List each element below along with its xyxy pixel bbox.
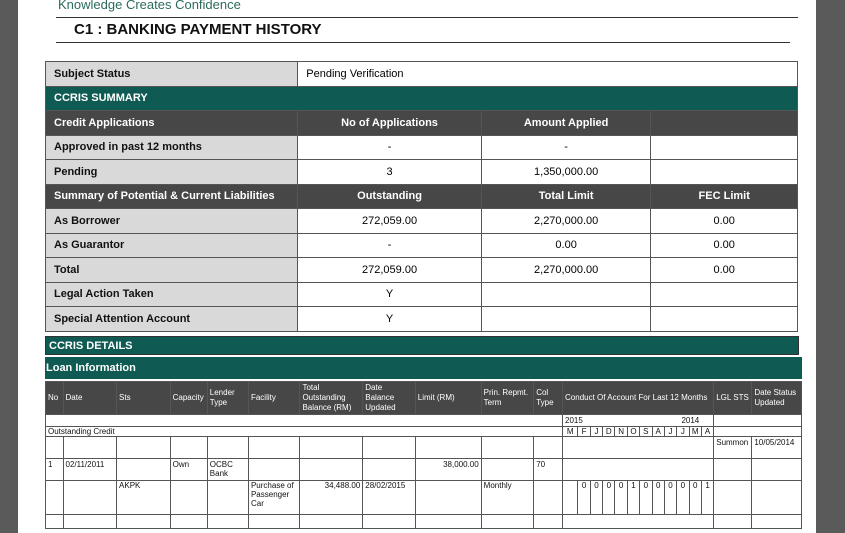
report-page	[18, 0, 816, 533]
header-rule-top	[56, 17, 798, 18]
loan-information-header: Loan Information	[45, 357, 802, 379]
ccris-details-header: CCRIS DETAILS	[45, 336, 799, 355]
summon-row: Summon 10/05/2014	[46, 437, 802, 459]
liabilities-header: Summary of Potential & Current Liabilities Outstanding Total Limit FEC Limit	[46, 184, 798, 209]
legal-action-row: Legal Action Taken Y	[46, 282, 798, 307]
approved-row: Approved in past 12 months - -	[46, 135, 798, 160]
loan-details-table	[45, 381, 802, 529]
tagline: Knowledge Creates Confidence	[58, 0, 241, 12]
header-rule-bottom	[56, 42, 790, 43]
pending-row: Pending 3 1,350,000.00	[46, 160, 798, 185]
blank-row	[46, 515, 802, 529]
loan-column-headers: No Date Sts Capacity Lender Type Facility Total Outstanding Balance (RM) Date Balance Updated Limit (RM) Prin. Repmt. Term Col Type Conduct Of Account For Last 12 Months LGL STS Date Status Updated	[46, 382, 802, 415]
as-borrower-row: As Borrower 272,059.00 2,270,000.00 0.00	[46, 209, 798, 234]
page-title: C1 : BANKING PAYMENT HISTORY	[74, 21, 322, 38]
facility-row: AKPK Purchase of Passenger Car 34,488.00 28/02/2015 Monthly 0 0 0 0 1 0 0 0 0 0 1	[46, 481, 802, 515]
month-row: Outstanding Credit M F J D N O S A J J M A	[46, 427, 802, 437]
as-guarantor-row: As Guarantor - 0.00 0.00	[46, 233, 798, 258]
year-row: 2015 2014	[46, 415, 802, 427]
credit-applications-header: Credit Applications No of Applications Amount Applied	[46, 111, 798, 136]
total-row: Total 272,059.00 2,270,000.00 0.00	[46, 258, 798, 283]
ccris-summary-table	[45, 61, 798, 332]
subject-status-row: Subject Status Pending Verification	[46, 62, 798, 87]
special-attention-row: Special Attention Account Y	[46, 307, 798, 332]
subject-status-value: Pending Verification	[298, 62, 798, 87]
loan-row-1: 1 02/11/2011 Own OCBC Bank 38,000.00 70	[46, 459, 802, 481]
ccris-summary-header: CCRIS SUMMARY	[46, 86, 798, 111]
